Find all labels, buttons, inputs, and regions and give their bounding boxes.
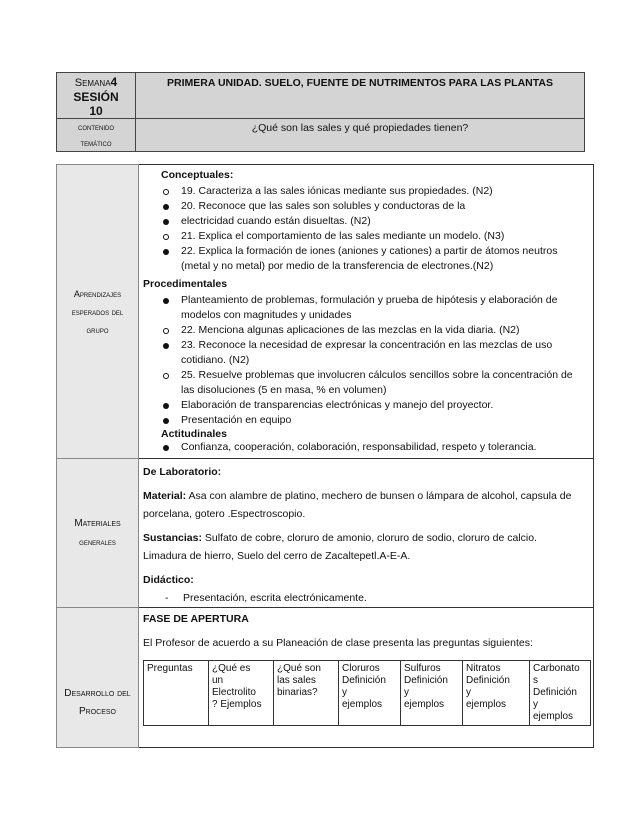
table-cell-line: s — [533, 675, 538, 686]
sustancias-title: Sustancias: — [143, 532, 202, 544]
table-cell-line: Sulfuros — [404, 663, 441, 674]
table-cell-line: binarias? — [277, 687, 318, 698]
desarrollo-label-line1: Desarrollo del — [64, 687, 131, 699]
fase-apertura: FASE DE APERTURA — [143, 613, 249, 625]
bullet-icon — [163, 373, 169, 379]
procedimentales-list — [143, 293, 591, 428]
list-item: Confianza, cooperación, colaboración, responsabilidad, respeto y tolerancia. — [143, 440, 591, 455]
semana-number: 4 — [110, 75, 118, 89]
list-item: 22. Explica la formación de iones (aniones y cationes) a partir de átomos neutros — [143, 244, 591, 259]
materiales-label — [57, 459, 139, 608]
table-cell — [401, 661, 463, 726]
list-item: 22. Menciona algunas aplicaciones de las mezclas en la vida diaria. (N2) — [143, 323, 591, 338]
table-cell-line: las sales — [277, 675, 316, 686]
material-text-2: porcelana, gotero .Espectroscopio. — [143, 508, 306, 520]
sesion-label: SESIÓN — [73, 90, 119, 104]
questions-table — [143, 660, 591, 726]
actitudinales-list — [143, 440, 591, 455]
header-table — [56, 72, 585, 152]
didactico-item: - Presentación, escrita electrónicamente. — [165, 592, 367, 604]
table-cell — [530, 661, 591, 726]
bullet-icon — [163, 328, 169, 334]
list-item: (metal y no metal) por medio de la transferencia de electrones.(N2) — [181, 260, 494, 272]
session-plan-table — [56, 164, 594, 748]
table-cell-line: un — [212, 675, 224, 686]
table-cell-line: Preguntas — [147, 663, 193, 674]
list-item: 20. Reconoce que las sales son solubles y conductoras de la — [143, 199, 591, 214]
bullet-icon — [163, 343, 169, 349]
bullet-icon — [163, 234, 169, 240]
table-cell-line: Electrolito — [212, 687, 256, 698]
table-cell-line: ejemplos — [404, 699, 445, 710]
bullet-icon — [163, 418, 169, 424]
table-row — [144, 661, 591, 726]
table-cell-line: ¿Qué es — [212, 663, 251, 674]
materiales-content — [139, 459, 594, 608]
sustancias-text-2: Limadura de hierro, Suelo del cerro de Zacaltepetl.A-E-A. — [143, 550, 411, 562]
list-item: 25. Resuelve problemas que involucren cálculos sencillos sobre la concentración de las disoluciones (5 en masa, % en volumen) — [143, 368, 591, 398]
table-cell-line: Carbonato — [533, 663, 580, 674]
conceptuales-title: Conceptuales: — [161, 169, 234, 181]
aprendizajes-label-line2: esperados del — [71, 306, 124, 317]
semana-label: Semana — [74, 77, 111, 89]
desarrollo-label-line2: Proceso — [78, 705, 116, 717]
aprendizajes-content — [139, 165, 594, 459]
bullet-icon — [163, 403, 169, 409]
didactico-title: Didáctico: — [143, 574, 194, 586]
contenido-label: contenido — [78, 122, 114, 132]
table-cell — [274, 661, 339, 726]
procedimentales-title: Procedimentales — [143, 278, 228, 290]
table-cell-line: ejemplos — [466, 699, 507, 710]
materiales-label-line1: Materiales — [74, 518, 121, 529]
list-item: Presentación en equipo — [143, 413, 591, 428]
table-cell — [463, 661, 530, 726]
bullet-icon — [163, 204, 169, 210]
table-cell-line: Definición — [533, 687, 577, 698]
list-item: 21. Explica el comportamiento de las sales mediante un modelo. (N3) — [143, 229, 591, 244]
desarrollo-content — [139, 608, 594, 748]
list-item: electricidad cuando están disueltas. (N2) — [143, 214, 591, 229]
table-cell-line: y — [466, 687, 471, 698]
desarrollo-label — [57, 608, 139, 748]
actitudinales-title: Actitudinales — [161, 428, 227, 440]
bullet-icon — [163, 189, 169, 195]
material-title: Material: — [143, 490, 187, 502]
table-cell-line: ? Ejemplos — [212, 699, 262, 710]
aprendizajes-label-line3: grupo — [86, 324, 109, 335]
material-text-1: Asa con alambre de platino, mechero de bunsen o lámpara de alcohol, capsula de — [186, 490, 572, 502]
bullet-icon — [163, 249, 169, 255]
bullet-icon — [163, 219, 169, 225]
sesion-number: 10 — [89, 104, 103, 118]
list-item: 23. Reconoce la necesidad de expresar la concentración en las mezclas de uso cotidiano. (N2) — [143, 338, 591, 368]
materiales-label-line2: generales — [79, 537, 116, 547]
table-cell-line: y — [342, 687, 347, 698]
bullet-icon — [163, 298, 169, 304]
thematic-question: ¿Qué son las sales y qué propiedades tienen? — [136, 119, 585, 152]
table-cell — [209, 661, 274, 726]
laboratorio-title: De Laboratorio: — [143, 466, 222, 478]
list-item: Planteamiento de problemas, formulación y prueba de hipótesis y elaboración de modelos con magnitudes y unidades — [143, 293, 591, 323]
semana-sesion-cell — [57, 73, 136, 119]
contenido-tematico-cell — [57, 119, 136, 152]
list-item: 19. Caracteriza a las sales iónicas mediante sus propiedades. (N2) — [143, 184, 591, 199]
table-cell-line: Definición — [342, 675, 386, 686]
table-cell-line: ejemplos — [342, 699, 383, 710]
desarrollo-intro: El Profesor de acuerdo a su Planeación de clase presenta las preguntas siguientes: — [143, 637, 533, 649]
table-cell-line: y — [533, 699, 538, 710]
aprendizajes-label — [57, 165, 139, 459]
unit-title: PRIMERA UNIDAD. SUELO, FUENTE DE NUTRIMENTOS PARA LAS PLANTAS — [136, 73, 585, 119]
table-cell-line: ¿Qué son — [277, 663, 321, 674]
table-cell — [144, 661, 209, 726]
tematico-label: temático — [80, 138, 112, 148]
table-cell-line: Nitratos — [466, 663, 501, 674]
table-cell-line: Cloruros — [342, 663, 380, 674]
table-cell-line: y — [404, 687, 409, 698]
sustancias-text-1: Sulfato de cobre, cloruro de amonio, cloruro de sodio, cloruro de calcio. — [201, 532, 537, 544]
table-cell — [339, 661, 401, 726]
aprendizajes-label-line1: Aprendizajes — [73, 288, 122, 299]
table-cell-line: Definición — [466, 675, 510, 686]
table-cell-line: Definición — [404, 675, 448, 686]
conceptuales-list — [143, 184, 591, 274]
table-cell-line: ejemplos — [533, 711, 574, 722]
list-item: Elaboración de transparencias electrónicas y manejo del proyector. — [143, 398, 591, 413]
bullet-icon — [163, 445, 169, 451]
